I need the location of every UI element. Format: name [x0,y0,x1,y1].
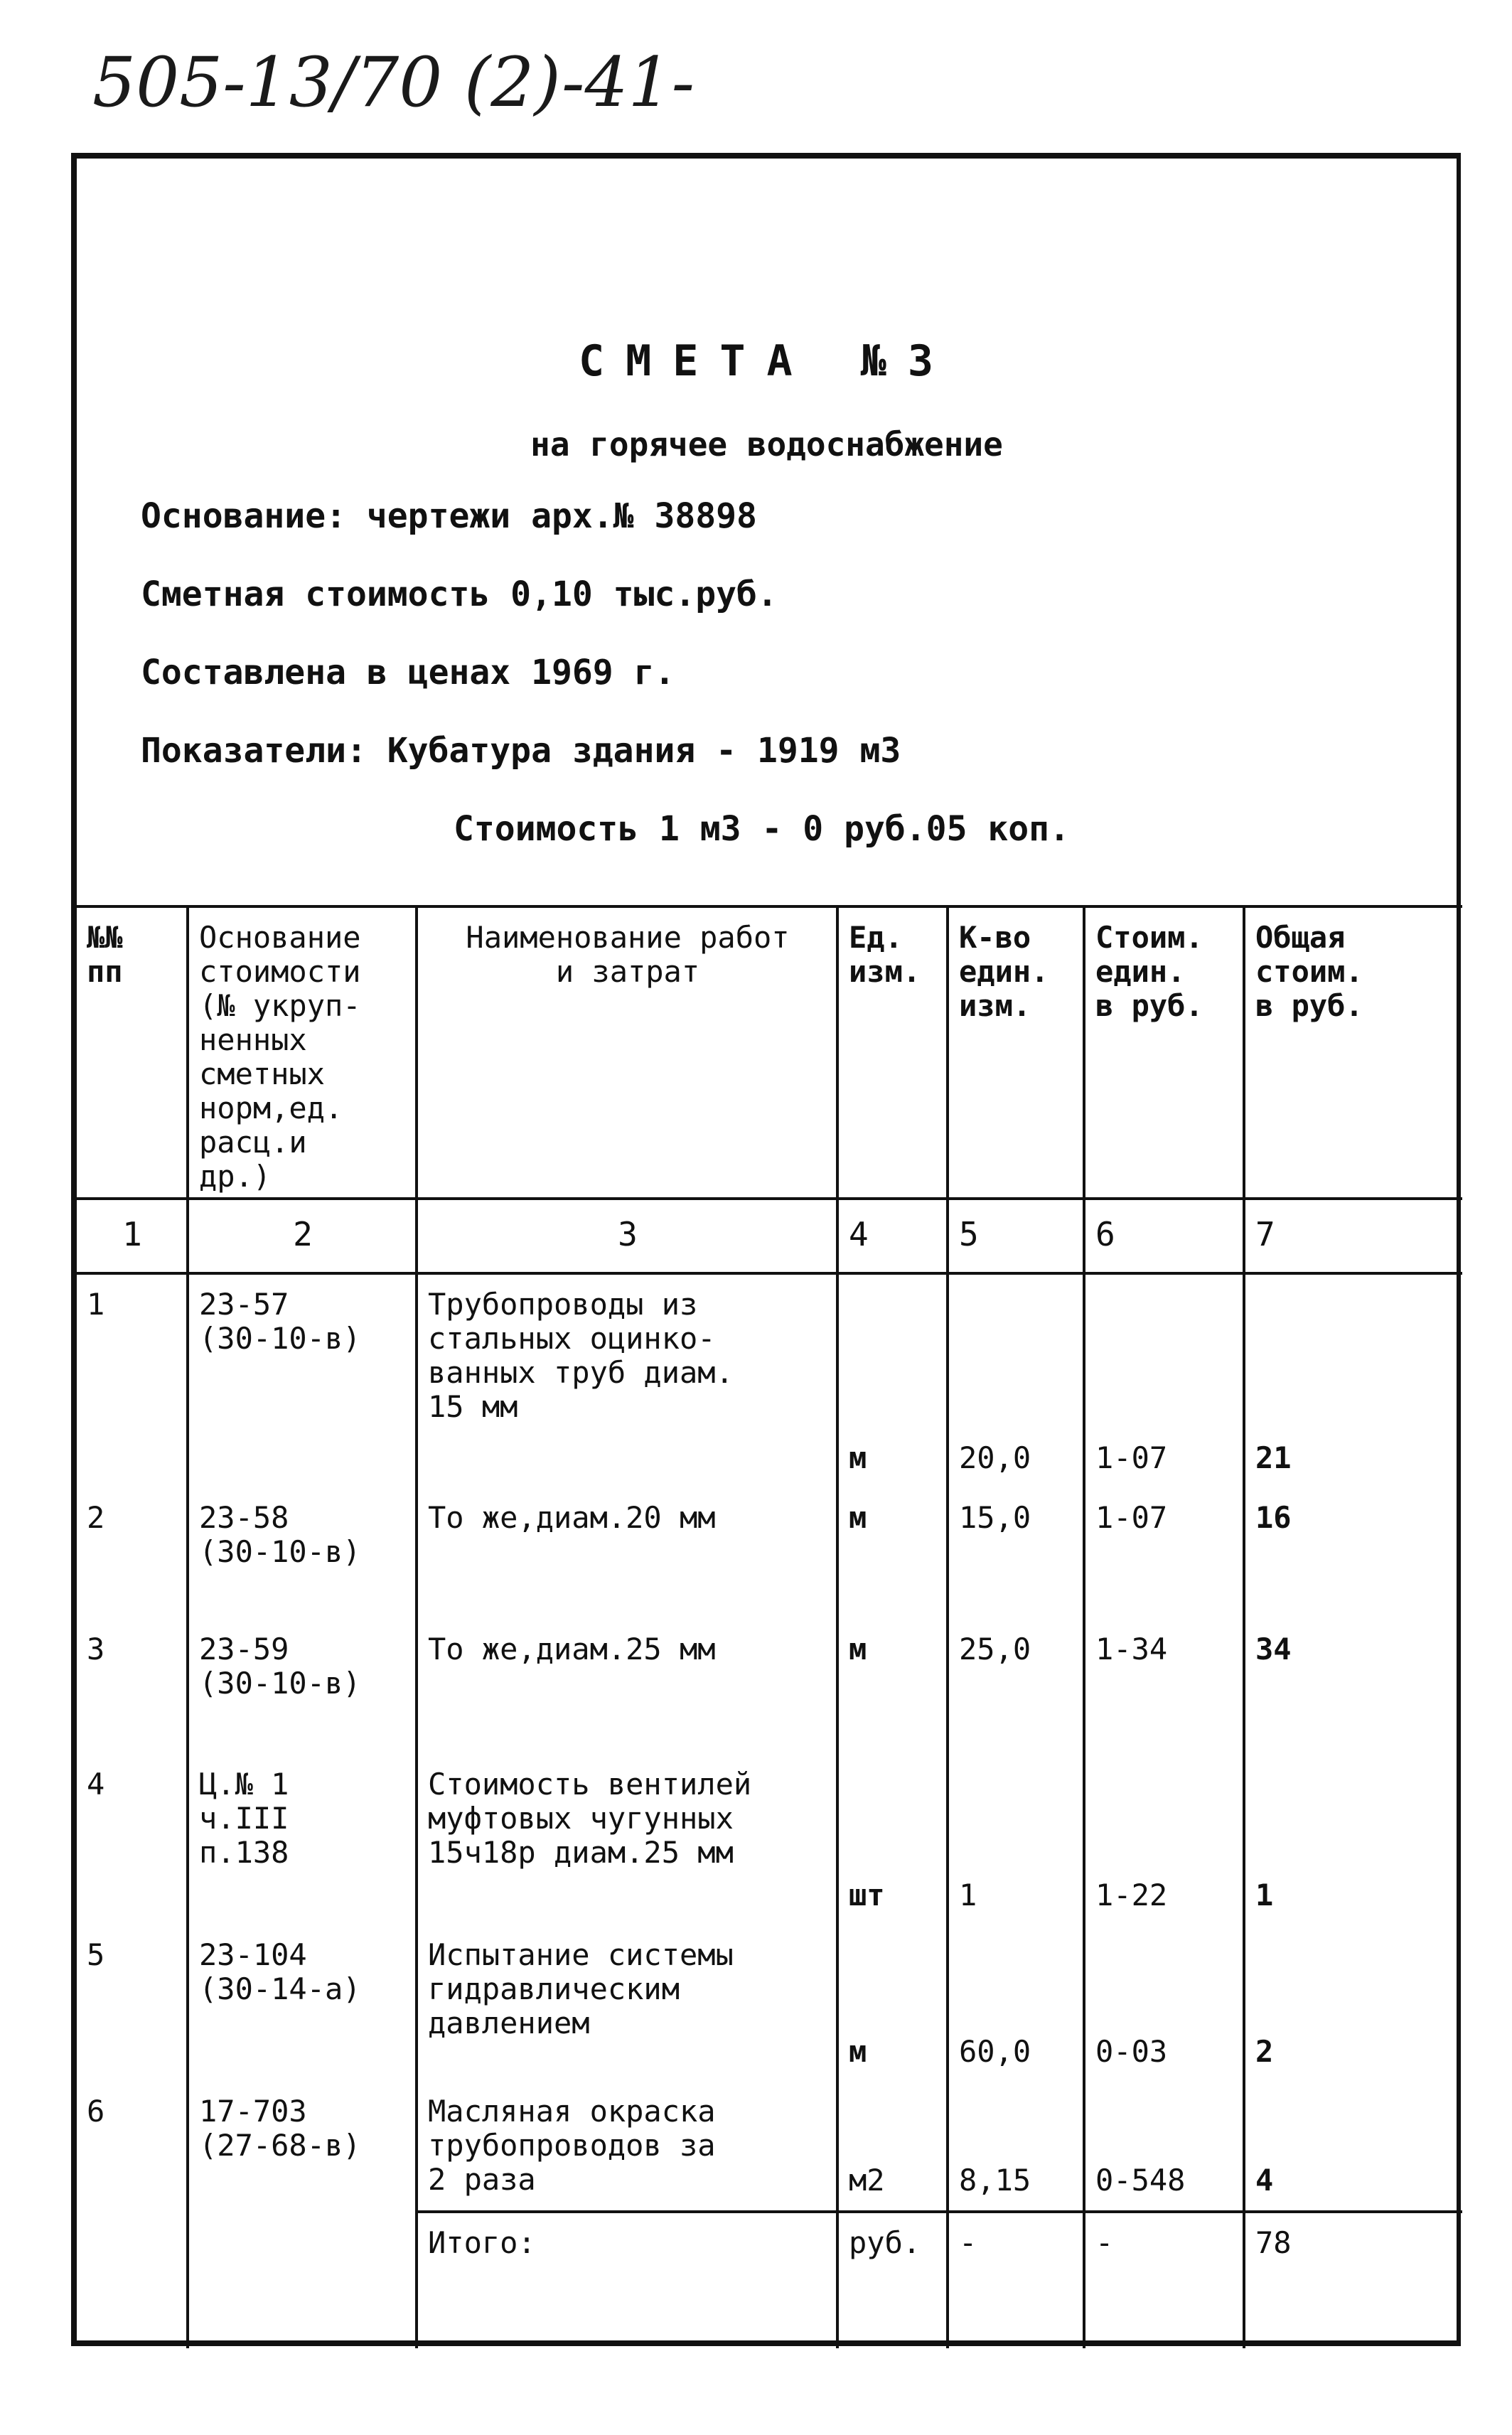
row-number: 1 [77,1275,189,1488]
row-unit-price: 0-03 [1085,1925,1245,2082]
price-year-line: Составлена в ценах 1969 г. [141,653,675,692]
column-number: 2 [189,1200,418,1275]
estimate-title: СМЕТА №3 [579,336,955,386]
row-total: 34 [1255,1632,1292,1666]
column-number: 7 [1245,1200,1462,1275]
column-number: 5 [949,1200,1085,1275]
basis-line: Основание: чертежи арх.№ 38898 [141,496,757,536]
row-unit: м [839,1925,949,2082]
row-basis: 23-58 (30-10-в) [189,1488,418,1620]
header-cell-name: Наименование работ и затрат [418,905,839,1200]
estimated-cost-line: Сметная стоимость 0,10 тыс.руб. [141,574,778,614]
row-name: Испытание системы гидравлическим давлением [418,1925,839,2082]
row-unit-price: 1-34 [1085,1620,1245,1755]
column-number: 4 [839,1200,949,1275]
row-unit: м2 [839,2082,949,2213]
unit-cost-line: Стоимость 1 м3 - 0 руб.05 коп. [454,809,1070,849]
row-quantity: 15,0 [949,1488,1085,1620]
row-name: Стоимость вентилей муфтовых чугунных 15ч18р диам.25 мм [418,1755,839,1925]
row-total: 1 [1255,1878,1274,1912]
total-label: Итого: [418,2213,839,2348]
row-number: 3 [77,1620,189,1755]
row-unit-price: 1-07 [1085,1488,1245,1620]
column-number: 6 [1085,1200,1245,1275]
row-basis: 23-59 (30-10-в) [189,1620,418,1755]
row-unit: м [839,1275,949,1488]
row-unit: м [839,1488,949,1620]
column-number: 1 [77,1200,189,1275]
header-cell-unit: Ед. изм. [839,905,949,1200]
total-unit-price: - [1085,2213,1245,2348]
row-total: 4 [1245,2082,1462,2213]
handwritten-document-code: 505-13/70 (2) [92,43,561,122]
row-quantity: 8,15 [949,2082,1085,2213]
indicators-line: Показатели: Кубатура здания - 1919 м3 [141,731,901,771]
total-unit: руб. [839,2213,949,2348]
total-empty-cell [189,2213,418,2348]
row-basis: Ц.№ 1 ч.III п.138 [189,1755,418,1925]
row-basis: 23-57 (30-10-в) [189,1275,418,1488]
header-cell-number: №№ пп [77,905,189,1200]
row-total: 2 [1255,2034,1274,2069]
row-number: 6 [77,2082,189,2213]
header-cell-total: Общая стоим. в руб. [1245,905,1462,1200]
row-name: То же,диам.20 мм [418,1488,839,1620]
total-value: 78 [1255,2225,1292,2260]
handwritten-page-number: -41- [562,43,695,122]
row-name: То же,диам.25 мм [418,1620,839,1755]
row-number: 2 [77,1488,189,1620]
row-unit: м [839,1620,949,1755]
row-name: Трубопроводы из стальных оцинко- ванных труб диам. 15 мм [418,1275,839,1488]
row-unit-price: 1-22 [1085,1755,1245,1925]
row-total: 16 [1255,1500,1292,1535]
row-quantity: 20,0 [949,1275,1085,1488]
row-quantity: 60,0 [949,1925,1085,2082]
total-quantity: - [949,2213,1085,2348]
row-basis: 23-104 (30-14-а) [189,1925,418,2082]
row-total: 21 [1255,1440,1292,1475]
document-frame [71,153,1461,2346]
row-unit-price: 1-07 [1085,1275,1245,1488]
row-quantity: 1 [949,1755,1085,1925]
row-unit-price: 0-548 [1085,2082,1245,2213]
row-quantity: 25,0 [949,1620,1085,1755]
estimate-subtitle: на горячее водоснабжение [530,425,1003,464]
total-empty-cell [77,2213,189,2348]
row-number: 4 [77,1755,189,1925]
row-number: 5 [77,1925,189,2082]
header-cell-quantity: К-во един. изм. [949,905,1085,1200]
header-cell-unit-price: Стоим. един. в руб. [1085,905,1245,1200]
estimate-table [77,905,1462,2348]
header-cell-basis: Основание стоимости (№ укруп- ненных сметных норм,ед. расц.и др.) [189,905,418,1200]
row-basis: 17-703 (27-68-в) [189,2082,418,2213]
column-number: 3 [418,1200,839,1275]
row-name: Масляная окраска трубопроводов за 2 раза [418,2082,839,2213]
row-unit: шт [839,1755,949,1925]
